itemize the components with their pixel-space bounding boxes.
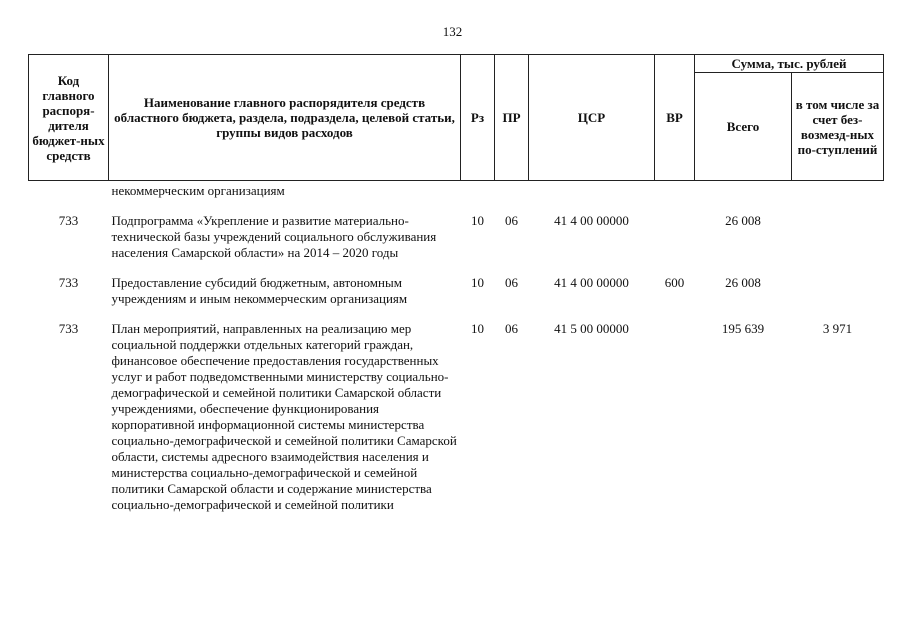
cell-pr bbox=[495, 181, 529, 202]
cell-total: 26 008 bbox=[725, 213, 761, 228]
cell-pr: 06 bbox=[505, 213, 518, 228]
budget-table bbox=[28, 54, 884, 515]
header-sum-group: Сумма, тыс. рублей bbox=[695, 55, 884, 73]
cell-csr: 41 5 00 00000 bbox=[554, 321, 629, 336]
table-header bbox=[29, 55, 884, 181]
cell-pr: 06 bbox=[505, 321, 518, 336]
cell-free bbox=[792, 211, 884, 263]
cell-total: 26 008 bbox=[725, 275, 761, 290]
page-number: 132 bbox=[442, 24, 463, 39]
cell-name: Предоставление субсидий бюджетным, автономным учреждениям и иным некоммерческим организациям bbox=[111, 275, 408, 306]
header-pr: ПР bbox=[495, 55, 529, 181]
header-vr: ВР bbox=[655, 55, 695, 181]
cell-vr bbox=[655, 211, 695, 263]
table-row bbox=[29, 273, 884, 309]
cell-rz: 10 bbox=[471, 321, 484, 336]
cell-vr: 600 bbox=[664, 275, 685, 290]
header-total: Всего bbox=[695, 73, 792, 181]
header-csr: ЦСР bbox=[529, 55, 655, 181]
cell-code bbox=[29, 181, 109, 202]
cell-csr bbox=[529, 181, 655, 202]
table-row bbox=[29, 319, 884, 515]
cell-pr: 06 bbox=[505, 275, 518, 290]
cell-name: Подпрограмма «Укрепление и развитие материально-технической базы учреждений социального обслуживания населения Самарской области» на 2014 – 2020 годы bbox=[111, 213, 437, 260]
cell-csr: 41 4 00 00000 bbox=[554, 213, 629, 228]
cell-code: 733 bbox=[58, 321, 79, 336]
cell-rz: 10 bbox=[471, 213, 484, 228]
cell-vr bbox=[655, 319, 695, 515]
cell-code: 733 bbox=[58, 275, 79, 290]
cell-csr: 41 4 00 00000 bbox=[554, 275, 629, 290]
table-row bbox=[29, 211, 884, 263]
budget-table-container bbox=[28, 54, 884, 515]
cell-free bbox=[792, 273, 884, 309]
header-incl-free: в том числе за счет без-возмезд-ных по-ступлений bbox=[792, 73, 884, 181]
table-row bbox=[29, 181, 884, 202]
cell-total bbox=[695, 181, 792, 202]
cell-name: План мероприятий, направленных на реализацию мер социальной поддержки отдельных категорий граждан, финансовое обеспечение предоставления государственных услуг и работ подведомственными министерству социально-демографической и семейной политики Самарской области учреждениями, обеспечение функционирования корпоративной информационной системы министерства социально-демографической и семейной политики Самарской области, системы адресного взаимодействия населения и министерства социально-демографической и семейной политики Самарской области и содержание министерства социально-демографической и семейной политики bbox=[111, 321, 457, 512]
cell-name: некоммерческим организациям bbox=[111, 183, 285, 198]
cell-total: 195 639 bbox=[721, 321, 765, 336]
table-body bbox=[29, 181, 884, 516]
header-code: Код главного распоря-дителя бюджет-ных средств bbox=[29, 55, 109, 181]
cell-free bbox=[792, 181, 884, 202]
header-name: Наименование главного распорядителя средств областного бюджета, раздела, подраздела, целевой статьи, группы видов расходов bbox=[109, 55, 461, 181]
cell-rz: 10 bbox=[471, 275, 484, 290]
header-rz: Рз bbox=[461, 55, 495, 181]
cell-vr bbox=[655, 181, 695, 202]
cell-rz bbox=[461, 181, 495, 202]
cell-code: 733 bbox=[58, 213, 79, 228]
cell-free: 3 971 bbox=[822, 321, 853, 336]
